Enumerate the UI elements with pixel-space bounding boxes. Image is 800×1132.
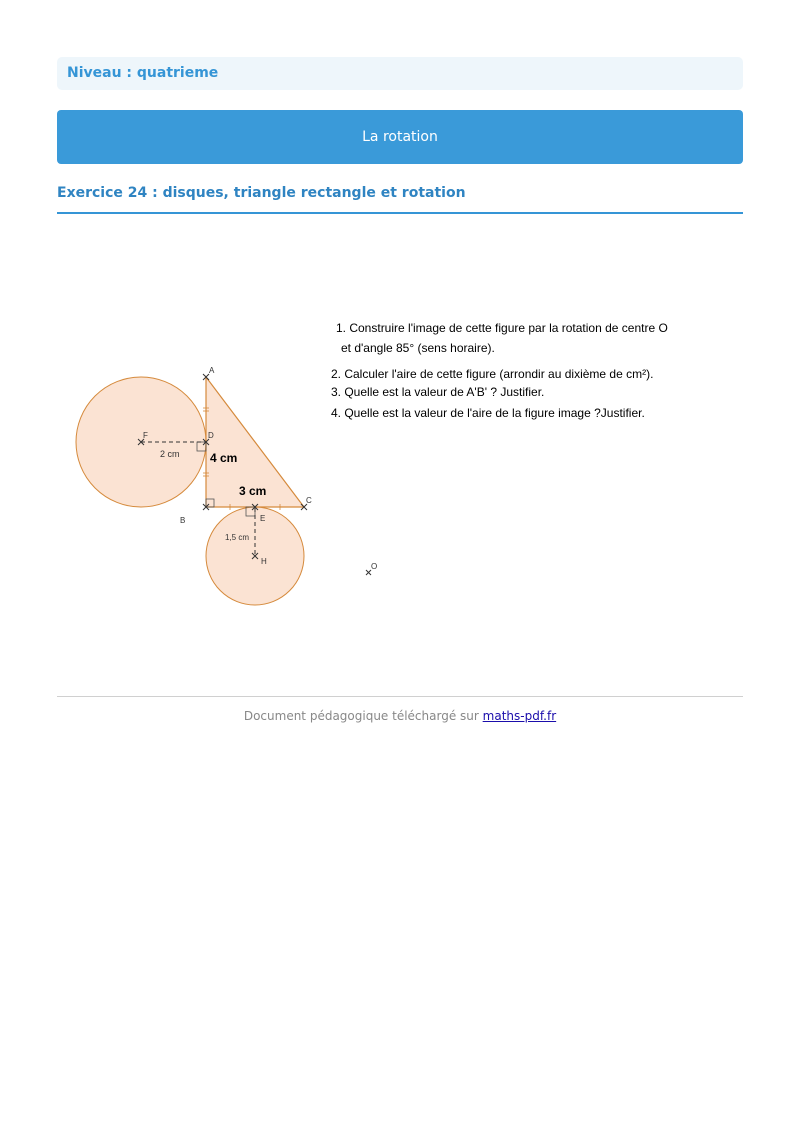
footer-link[interactable]: maths-pdf.fr	[482, 709, 557, 723]
point-label-h: H	[261, 557, 267, 566]
question-1: 1. Construire l'image de cette figure par la rotation de centre O	[336, 321, 668, 335]
point-label-a: A	[209, 366, 215, 375]
footer-divider	[57, 696, 743, 697]
point-label-o: O	[371, 562, 378, 571]
question-1-continued: et d'angle 85° (sens horaire).	[341, 341, 495, 355]
geometry-figure	[57, 300, 378, 620]
footer-text: Document pédagogique téléchargé sur	[243, 709, 479, 723]
side-ab-label: 4 cm	[210, 451, 238, 465]
lesson-title-banner	[57, 110, 743, 164]
point-label-d: D	[208, 431, 214, 440]
level-banner	[57, 57, 743, 90]
question-2: 2. Calculer l'aire de cette figure (arrondir au dixième de cm²).	[331, 367, 654, 381]
point-label-c: C	[306, 496, 312, 505]
level-text: Niveau : quatrieme	[67, 65, 219, 81]
exercise-divider	[57, 212, 743, 214]
question-3: 3. Quelle est la valeur de A'B' ? Justifier.	[331, 385, 545, 399]
question-4: 4. Quelle est la valeur de l'aire de la figure image ?Justifier.	[331, 406, 645, 420]
point-label-f: F	[143, 431, 148, 440]
footer	[57, 709, 743, 723]
exercise-title: Exercice 24 : disques, triangle rectangle et rotation	[57, 185, 466, 201]
lesson-title: La rotation	[362, 129, 438, 145]
radius-h-label: 1,5 cm	[225, 533, 250, 542]
point-label-e: E	[260, 514, 266, 523]
radius-f-label: 2 cm	[160, 449, 180, 459]
point-label-b: B	[180, 516, 186, 525]
side-bc-label: 3 cm	[239, 484, 267, 498]
